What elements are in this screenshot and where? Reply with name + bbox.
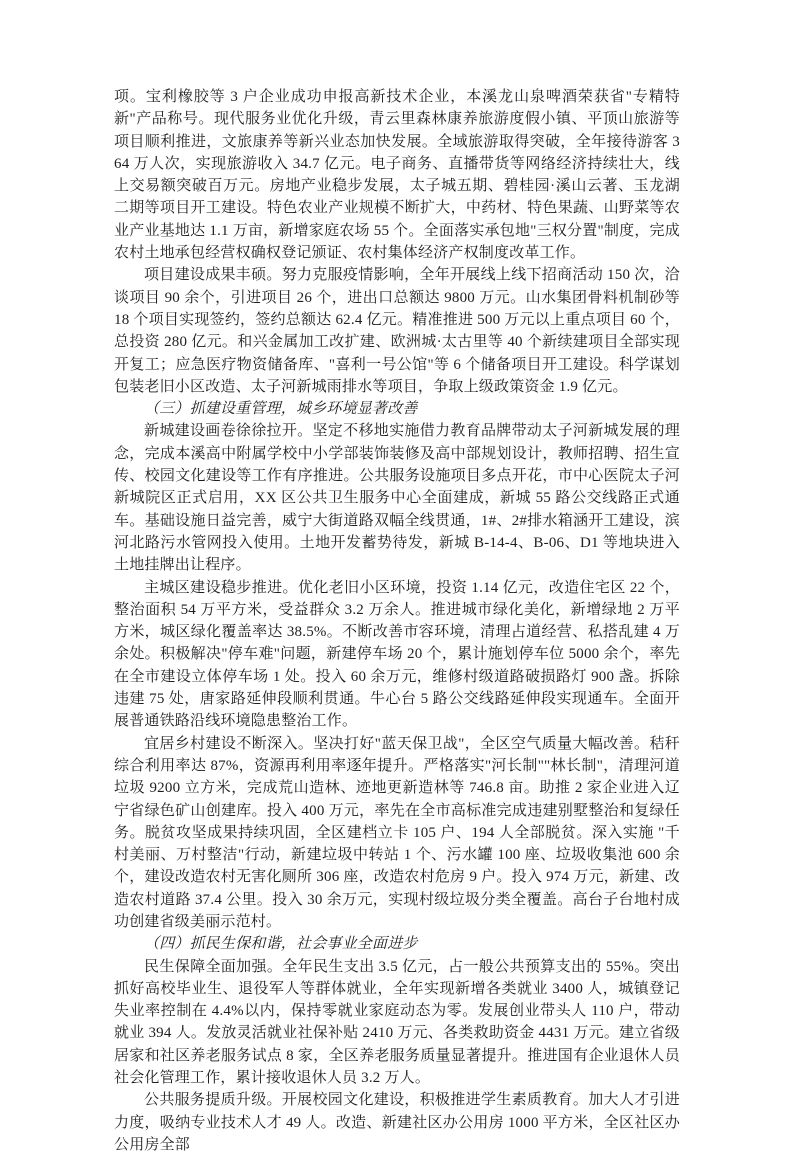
paragraph-continuation: 项。宝利橡胶等 3 户企业成功申报高新技术企业，本溪龙山泉啤酒荣获省"专精特新"产品称号。现代服务业优化升级，青云里森林康养旅游度假小镇、平顶山旅游等项目顺利推进，文旅康养等新兴业态加快发展。全域旅游取得突破，全年接待游客 364 万人次，实现旅游收入 34.7 亿元。电子商务、直播带货等网络经济持续壮大，线上交易额突破百万元。房地产业稳步发展，太子城五期、碧桂园·溪山云著、玉龙湖二期等项目开工建设。特色农业产业规模不断扩大，中药材、特色果蔬、山野菜等农业产业基地达 1.1 万亩，新增家庭农场 55 个。全面落实承包地"三权分置"制度，完成农村土地承包经营权确权登记颁证、农村集体经济产权制度改革工作。 <box>114 89 680 262</box>
paragraph-new-city-construction: 新城建设画卷徐徐拉开。坚定不移地实施借力教育品牌带动太子河新城发展的理念，完成本溪高中附属学校中小学部装饰装修及高中部规划设计，教师招聘、招生宣传、校园文化建设等工作有序推进。公共服务设施项目多点开花，市中心医院太子河新城院区正式启用，XX 区公共卫生服务中心全面建成，新城 55 路公交线路正式通车。基础设施日益完善，威宁大街道路双幅全线贯通，1#、2#排水箱涵开工建设，滨河北路污水管网投入使用。土地开发蓄势待发，新城 B-14-4、B-06、D1 等地块进入土地挂牌出让程序。 <box>114 423 680 574</box>
paragraph-livelihood-security: 民生保障全面加强。全年民生支出 3.5 亿元，占一般公共预算支出的 55%。突出抓好高校毕业生、退役军人等群体就业，全年实现新增各类就业 3400 人，城镇登记失业率控制在 4.4%以内，保持零就业家庭动态为零。发展创业带头人 110 户，带动就业 394 人。发放灵活就业社保补贴 2410 万元、各类救助资金 4431 万元。建立省级居家和社区养老服务试点 8 家，全区养老服务质量显著提升。推进国有企业退休人员社会化管理工作，累计接收退休人员 3.2 万人。 <box>114 958 680 1087</box>
section-heading-4: （四）抓民生保和谐，社会事业全面进步 <box>144 936 418 953</box>
paragraph-main-city-construction: 主城区建设稳步推进。优化老旧小区环境，投资 1.14 亿元，改造住宅区 22 个，整治面积 54 万平方米，受益群众 3.2 万余人。推进城市绿化美化，新增绿地 2 万平方米，城区绿化覆盖率达 38.5%。不断改善市容环境，清理占道经营、私搭乱建 4 万余处。积极解决"停车难"问题，新建停车场 20 个，累计施划停车位 5000 余个，率先在全市建设立体停车场 1 处。投入 60 余万元，维修村级道路破损路灯 900 盏。拆除违建 75 处，唐家路延伸段顺利贯通。牛心台 5 路公交线路延伸段实现通车。全面开展普通铁路沿线环境隐患整治工作。 <box>114 579 680 730</box>
paragraph-project-construction: 项目建设成果丰硕。努力克服疫情影响，全年开展线上线下招商活动 150 次，洽谈项目 90 余个，引进项目 26 个，进出口总额达 9800 万元。山水集团骨料机制砂等 18 个项目实现签约，签约总额达 62.4 亿元。精准推进 500 万元以上重点项目 60 个，总投资 280 亿元。和兴金属加工改扩建、欧洲城·太古里等 40 个新续建项目全部实现开复工；应急医疗物资储备库、"喜利一号公馆"等 6 个储备项目开工建设。科学谋划包装老旧小区改造、太子河新城雨排水等项目，争取上级政策资金 1.9 亿元。 <box>114 267 680 395</box>
paragraph-public-services: 公共服务提质升级。开展校园文化建设，积极推进学生素质教育。加大人才引进力度，吸纳专业技术人才 49 人。改造、新建社区办公用房 1000 平方米，全区社区办公用房全部 <box>114 1092 680 1153</box>
paragraph-livable-countryside: 宜居乡村建设不断深入。坚决打好"蓝天保卫战"，全区空气质量大幅改善。秸秆综合利用率达 87%，资源再利用率逐年提升。严格落实"河长制""林长制"，清理河道垃圾 9200 立方米，完成荒山造林、迹地更新造林等 746.8 亩。助推 2 家企业进入辽宁省绿色矿山创建库。投入 400 万元，率先在全市高标准完成违建别墅整治和复绿任务。脱贫攻坚成果持续巩固，全区建档立卡 105 户、194 人全部脱贫。深入实施 "千村美丽、万村整洁"行动，新建垃圾中转站 1 个、污水罐 100 座、垃圾收集池 600 余个，建设改造农村无害化厕所 306 座，改造农村危房 9 户。投入 974 万元，新建、改造农村道路 37.4 公里。投入 30 余万元，实现村级垃圾分类全覆盖。高台子台地村成功创建省级美丽示范村。 <box>114 735 680 930</box>
document-content <box>114 86 680 1156</box>
section-heading-3: （三）抓建设重管理，城乡环境显著改善 <box>144 401 418 418</box>
